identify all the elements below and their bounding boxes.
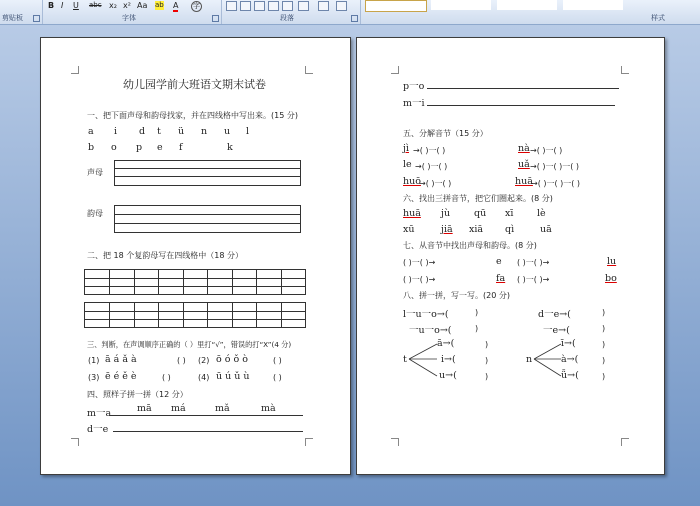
spell-close: ) [602,324,606,333]
syllable: jì [403,143,409,154]
writing-grid [84,269,306,295]
syllable: qū [474,208,487,219]
syllable: fa [496,273,506,284]
syllable: jiā [441,224,453,235]
decompose-blanks: →( )一( ) [415,162,448,171]
example-lead: m一a [87,408,112,419]
style-gallery-item[interactable] [497,0,557,10]
letter: t [157,126,161,137]
example-syllable: mà [261,403,276,414]
tree-root: t [403,354,407,365]
item-number: (1) [88,356,100,365]
crop-mark [71,66,79,74]
paragraph-group [222,0,361,24]
subscript-button[interactable]: x₂ [109,1,117,10]
tone-sequence: ō ó ǒ ò [216,354,248,365]
font-color-button[interactable]: A [173,1,179,10]
font-launcher-icon[interactable] [212,15,219,22]
extract-blanks: ( )一( )→ [517,275,550,284]
item-number: (3) [88,373,100,382]
font-label: 字体 [122,14,136,22]
syllable: lu [607,256,617,267]
clipboard-label: 剪贴板 [2,14,23,22]
crop-mark [305,438,313,446]
page-title: 幼儿园学前大班语文期末试卷 [123,78,266,91]
distribute-icon[interactable] [282,1,293,11]
clipboard-launcher-icon[interactable] [33,15,40,22]
page-2 [356,37,665,475]
example-syllable: má [171,403,186,414]
syllable: qì [505,224,515,235]
syllable: nà [518,143,530,154]
line-spacing-icon[interactable] [298,1,309,11]
spell-close: ) [475,324,479,333]
letter: ü [178,126,185,137]
answer-line [109,415,303,416]
four-line-grid [114,160,301,186]
ribbon [0,0,700,25]
tree-branch: u→( [439,370,457,381]
syllable: huā [403,208,421,219]
spell-close: ) [485,372,489,381]
tone-sequence: ū ú ǔ ù [216,371,250,382]
spell-close: ) [602,308,606,317]
branch-lines [357,38,664,474]
letter: l [246,126,250,137]
spell-close: ) [475,308,479,317]
letter: o [111,142,117,153]
example-lead: p一o [403,81,425,92]
letter: i [114,126,118,137]
spell-close: ) [602,340,606,349]
italic-button[interactable]: I [61,1,64,10]
question-4: 四、照样子拼一拼（12 分） [87,390,188,399]
align-right-icon[interactable] [254,1,265,11]
tree-branch: à→( [561,354,579,365]
borders-icon[interactable] [336,1,347,11]
syllable: huā [515,176,533,187]
decompose-blanks: →( )一( ) [413,146,446,155]
justify-icon[interactable] [268,1,279,11]
item-number: (4) [198,373,210,382]
letter: u [224,126,231,137]
shading-icon[interactable] [318,1,329,11]
paragraph-launcher-icon[interactable] [351,15,358,22]
highlight-button[interactable]: ab [155,1,164,9]
tone-sequence: ā á ǎ à [105,354,137,365]
spell-close: ) [485,356,489,365]
change-case-button[interactable]: Aa [137,1,148,10]
letter: e [157,142,163,153]
four-line-grid [114,205,301,233]
extract-blanks: ( )一( )→ [403,275,436,284]
syllable: le [403,159,412,170]
question-2: 二、把 18 个复韵母写在四线格中（18 分） [87,251,243,260]
answer-paren: ( ) [177,356,186,365]
align-center-icon[interactable] [240,1,251,11]
spell-prompt: 一u一o→( [409,325,452,336]
tree-branch: ǖ→( [561,370,579,381]
writing-grid [84,302,306,328]
decompose-blanks: →( )一( ) [419,179,452,188]
item-number: (2) [198,356,210,365]
tree-branch: i→( [441,354,456,365]
syllable: uā [540,224,552,235]
strikethrough-button[interactable]: abc [89,1,102,9]
syllable: lè [537,208,546,219]
syllable: xī [505,208,514,219]
crop-mark [305,66,313,74]
decompose-blanks: →( )一( )一( ) [531,179,581,188]
question-6: 六、找出三拼音节，把它们圈起来。(8 分) [403,194,553,203]
example-lead: d一e [87,424,109,435]
tone-sequence: ē é ě è [105,371,137,382]
question-8: 八、拼一拼，写一写。(20 分) [403,291,510,300]
spell-close: ) [602,372,606,381]
answer-line [113,431,303,432]
extract-blanks: ( )一( )→ [403,258,436,267]
spell-close: ) [602,356,606,365]
yunmu-label: 韵母 [87,209,103,218]
paragraph-label: 段落 [280,14,294,22]
spell-prompt: d一e→( [538,309,571,320]
letter: k [227,142,233,153]
align-left-icon[interactable] [226,1,237,11]
syllable: xū [403,224,415,235]
font-group [43,0,222,24]
answer-paren: ( ) [273,373,282,382]
syllable: huō [403,176,421,187]
decompose-blanks: →( )一( ) [530,146,563,155]
styles-label: 样式 [651,14,665,22]
page-1 [40,37,351,475]
tree-root: n [526,354,533,365]
tree-branch: ī→( [561,338,576,349]
question-7: 七、从音节中找出声母和韵母。(8 分) [403,241,537,250]
question-1: 一、把下面声母和韵母找家，并在四线格中写出来。(15 分) [87,111,298,120]
clipboard-group [0,0,43,24]
shengmu-label: 声母 [87,168,103,177]
letter: p [136,142,143,153]
letter: a [88,126,94,137]
answer-paren: ( ) [162,373,171,382]
style-gallery-item[interactable] [365,0,427,12]
tree-branch: ā→( [437,338,455,349]
syllable: e [496,256,502,267]
bold-button[interactable]: B [48,1,55,10]
syllable: xiā [469,224,484,235]
syllable: uǎ [518,159,530,170]
crop-mark [71,438,79,446]
spell-prompt: 一e→( [543,325,570,336]
enclose-char-button[interactable]: 字 [193,2,200,10]
letter: b [88,142,95,153]
style-gallery-item[interactable] [431,0,491,10]
style-gallery-item[interactable] [563,0,623,10]
example-lead: m一i [403,98,425,109]
extract-blanks: ( )一( )→ [517,258,550,267]
letter: f [179,142,183,153]
example-syllable: mā [137,403,152,414]
letter: d [139,126,146,137]
question-3: 三、判断，在声调顺序正确的（ ）里打“√”，错误的打“X”(4 分) [87,340,292,349]
answer-paren: ( ) [273,356,282,365]
spell-prompt: l一u一o→( [403,309,449,320]
letter: n [201,126,208,137]
question-5: 五、分解音节（15 分） [403,129,488,138]
styles-group [361,0,700,24]
underline-button[interactable]: U [73,1,79,10]
example-syllable: mǎ [215,403,230,414]
superscript-button[interactable]: x² [123,1,131,10]
syllable: jù [441,208,451,219]
syllable: bo [605,273,617,284]
decompose-blanks: →( )一( )一( ) [530,162,580,171]
spell-close: ) [485,340,489,349]
